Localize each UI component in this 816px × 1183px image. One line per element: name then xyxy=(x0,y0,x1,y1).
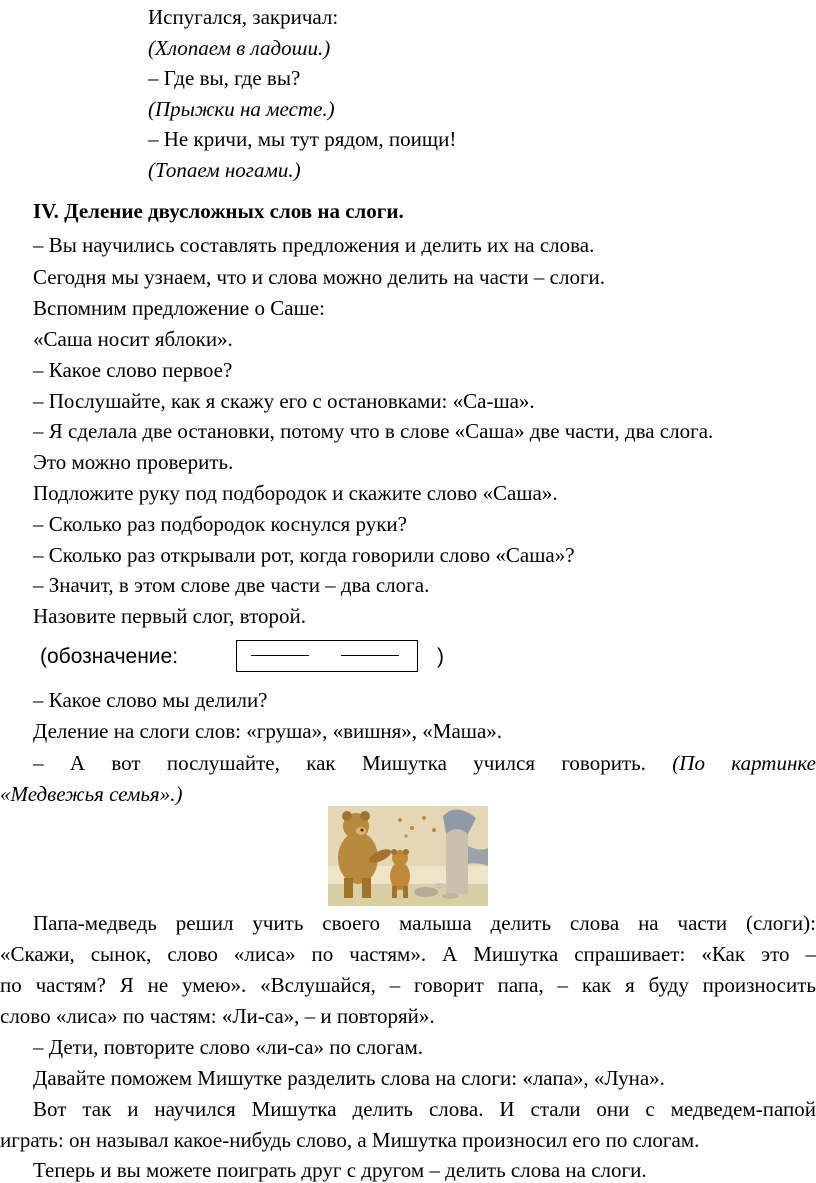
lesson-line: «Саша носит яблоки». xyxy=(33,327,233,351)
bear-illustration-svg xyxy=(328,806,488,906)
story-line: «Скажи, сынок, слово «лиса» по частям». А Мишутка спрашивает: «Как это – xyxy=(0,942,816,966)
lesson-line: Подложите руку под подбородок и скажите слово «Саша». xyxy=(33,481,558,505)
lesson-line: Сегодня мы узнаем, что и слова можно делить на части – слоги. xyxy=(33,265,606,289)
bear-family-illustration xyxy=(328,806,488,906)
lesson-line: Назовите первый слог, второй. xyxy=(33,604,306,628)
poem-line-6: (Топаем ногами.) xyxy=(148,158,301,182)
lesson-line: Это можно проверить. xyxy=(33,450,234,474)
notation-label: (обозначение: xyxy=(40,645,179,668)
closing-line: Вот так и научился Мишутка делить слова. И стали они с медведем-папой xyxy=(33,1097,816,1121)
closing-line: Теперь и вы можете поиграть друг с другом – делить слова на слоги. xyxy=(33,1158,647,1182)
poem-line-3: – Где вы, где вы? xyxy=(148,66,301,90)
picture-caption: «Медвежья семья».) xyxy=(0,782,183,806)
closing-line: играть: он называл какое-нибудь слово, а Мишутка произносил его по слогам. xyxy=(0,1128,700,1152)
lesson-line: – Сколько раз подбородок коснулся руки? xyxy=(33,512,407,536)
lesson-line: – Сколько раз открывали рот, когда говорили слово «Саша»? xyxy=(33,543,575,567)
poem-line-2: (Хлопаем в ладоши.) xyxy=(148,36,331,60)
listen-line xyxy=(0,750,816,776)
closing-line: – Дети, повторите слово «ли-са» по слогам. xyxy=(33,1035,424,1059)
closing-line: Давайте поможем Мишутке разделить слова на слоги: «лапа», «Луна». xyxy=(33,1066,665,1090)
syllable-dash-2 xyxy=(341,655,399,656)
notation-closing-paren: ) xyxy=(437,645,444,668)
lesson-line: Вспомним предложение о Саше: xyxy=(33,296,325,320)
story-line: по частям? Я не умею». «Вслушайся, – говорит папа, – как я буду произносить xyxy=(0,973,816,997)
poem-line-1: Испугался, закричал: xyxy=(148,5,339,29)
syllable-notation xyxy=(40,640,460,674)
lesson-line: – Я сделала две остановки, потому что в слове «Саша» две части, два слога. xyxy=(33,419,714,443)
syllable-dash-1 xyxy=(251,655,309,656)
lesson-line: – Вы научились составлять предложения и делить их на слова. xyxy=(33,233,595,257)
lesson-line: – Значит, в этом слове две части – два слога. xyxy=(33,573,430,597)
lesson-line: – Послушайте, как я скажу его с остановками: «Са-ша». xyxy=(33,389,535,413)
poem-line-4: (Прыжки на месте.) xyxy=(148,97,335,121)
listen-line-text: – А вот послушайте, как Мишутка учился говорить. xyxy=(33,751,646,775)
listen-line-italic: (По картинке xyxy=(672,751,816,775)
lesson-line: – Какое слово первое? xyxy=(33,358,233,382)
lesson-line: – Какое слово мы делили? xyxy=(33,688,268,712)
poem-line-5: – Не кричи, мы тут рядом, поищи! xyxy=(148,127,457,151)
lesson-line: Деление на слоги слов: «груша», «вишня», «Маша». xyxy=(33,719,503,743)
story-line: Папа-медведь решил учить своего малыша делить слова на части (слоги): xyxy=(33,911,816,935)
section-heading: IV. Деление двусложных слов на слоги. xyxy=(33,199,404,223)
story-line: слово «лиса» по частям: «Ли-са», – и повторяй». xyxy=(0,1004,435,1028)
syllable-scheme-box xyxy=(236,640,418,672)
